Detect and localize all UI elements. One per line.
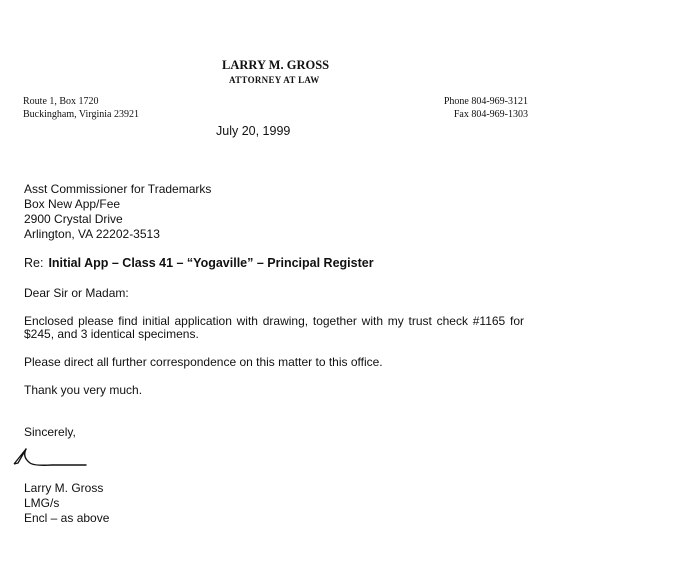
letterhead-name: LARRY M. GROSS bbox=[222, 58, 330, 72]
salutation: Dear Sir or Madam: bbox=[24, 286, 129, 300]
recipient-line-2: Box New App/Fee bbox=[24, 197, 121, 211]
signature-block bbox=[24, 481, 109, 526]
closing: Sincerely, bbox=[24, 425, 76, 439]
fax-number: Fax 804-969-1303 bbox=[453, 109, 528, 120]
recipient-line-1: Asst Commissioner for Trademarks bbox=[24, 182, 212, 196]
address-line-1: Route 1, Box 1720 bbox=[23, 96, 99, 107]
signature-scribble-icon bbox=[12, 443, 92, 473]
address-line-2: Buckingham, Virginia 23921 bbox=[23, 109, 139, 120]
letter-date: July 20, 1999 bbox=[216, 124, 291, 138]
phone-number: Phone 804-969-3121 bbox=[443, 96, 528, 107]
body-paragraph-2: Please direct all further correspondence on this matter to this office. bbox=[24, 355, 383, 369]
body-paragraph-1: Enclosed please find initial application with drawing, together with my trust check #1165 for $245, and 3 identical specimens. bbox=[24, 314, 524, 341]
recipient-line-3: 2900 Crystal Drive bbox=[24, 212, 123, 226]
letterhead-title: ATTORNEY AT LAW bbox=[229, 75, 320, 85]
handwritten-signature bbox=[12, 443, 92, 473]
subject-line bbox=[24, 256, 374, 270]
subject-label: Re: bbox=[24, 256, 44, 270]
recipient-line-4: Arlington, VA 22202-3513 bbox=[24, 227, 160, 241]
subject-text: Initial App – Class 41 – “Yogaville” – Principal Register bbox=[48, 256, 374, 270]
typist-initials: LMG/s bbox=[24, 496, 60, 510]
signer-name: Larry M. Gross bbox=[24, 481, 104, 495]
letterhead-address bbox=[23, 95, 139, 121]
body-paragraph-3: Thank you very much. bbox=[24, 383, 143, 397]
letterhead-contact bbox=[420, 95, 528, 121]
recipient-address bbox=[24, 182, 211, 242]
enclosure-note: Encl – as above bbox=[24, 511, 110, 525]
